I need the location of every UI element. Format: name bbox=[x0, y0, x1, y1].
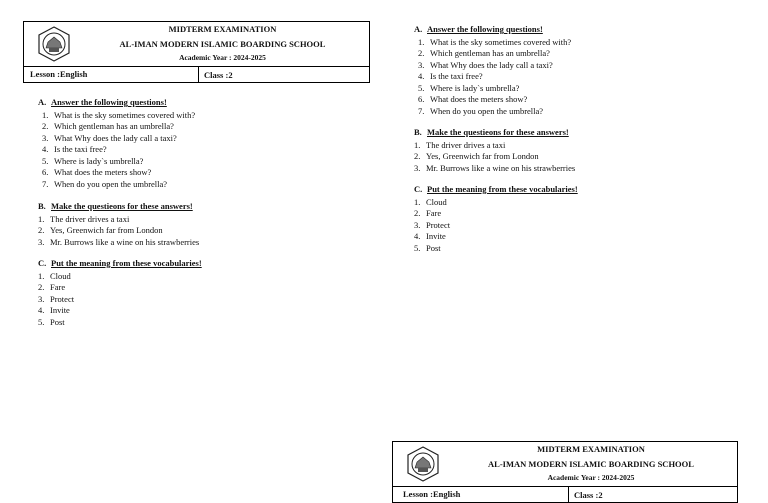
section-title: Make the questieons for these answers! bbox=[51, 201, 193, 211]
school-logo-icon bbox=[36, 26, 72, 62]
academic-year: Academic Year : 2024-2025 bbox=[179, 53, 266, 62]
list-item: 3. Mr. Burrows like a wine on his strawberries bbox=[414, 162, 576, 173]
section-letter: C. bbox=[38, 258, 47, 268]
school-name: AL-IMAN MODERN ISLAMIC BOARDING SCHOOL bbox=[119, 39, 326, 49]
list-item: 7. When do you open the umbrella? bbox=[418, 105, 544, 116]
header-info-row bbox=[393, 487, 737, 503]
list-item: 1. Cloud bbox=[38, 270, 71, 281]
list-item: 3. Mr. Burrows like a wine on his strawberries bbox=[38, 236, 200, 247]
list-item: 4. Invite bbox=[414, 231, 446, 241]
list-item: 5. Post bbox=[38, 316, 65, 327]
section-title: Put the meaning from these vocabularies! bbox=[51, 258, 202, 268]
section-b-left bbox=[38, 201, 199, 248]
header-top bbox=[393, 442, 737, 487]
list-item: 2. Which gentleman has an umbrella? bbox=[42, 121, 174, 131]
school-name: AL-IMAN MODERN ISLAMIC BOARDING SCHOOL bbox=[488, 459, 694, 469]
list-item: 5. Post bbox=[414, 242, 441, 253]
lesson-label: Lesson :English bbox=[30, 69, 88, 79]
list-item: 1. The driver drives a taxi bbox=[414, 139, 506, 150]
class-label: Class :2 bbox=[568, 487, 603, 503]
list-item: 3. Protect bbox=[414, 219, 451, 230]
section-b-right bbox=[414, 127, 575, 174]
exam-title: MIDTERM EXAMINATION bbox=[537, 444, 645, 454]
header-info-row bbox=[24, 67, 369, 83]
list-item: 3. Protect bbox=[38, 293, 75, 304]
section-letter: B. bbox=[414, 127, 422, 137]
section-title: Put the meaning from these vocabularies! bbox=[427, 184, 578, 194]
list-item: 1. The driver drives a taxi bbox=[38, 213, 130, 224]
vocabulary-list bbox=[414, 197, 578, 255]
lesson-label: Lesson :English bbox=[403, 489, 461, 499]
section-title: Make the questieons for these answers! bbox=[427, 127, 569, 137]
school-logo-icon bbox=[405, 446, 441, 482]
answer-list bbox=[414, 140, 575, 175]
section-title: Answer the following questions! bbox=[427, 24, 543, 34]
list-item: 4. Is the taxi free? bbox=[42, 144, 107, 154]
header-top bbox=[24, 22, 369, 67]
exam-header-left bbox=[23, 21, 370, 83]
list-item: 2. Yes, Greenwich far from London bbox=[38, 225, 163, 235]
exam-header-right bbox=[392, 441, 738, 503]
list-item: 2. Yes, Greenwich far from London bbox=[414, 151, 539, 161]
vocabulary-list bbox=[38, 271, 202, 329]
list-item: 1. What is the sky sometimes covered with? bbox=[418, 36, 572, 47]
answer-list bbox=[38, 214, 199, 249]
list-item: 2. Fare bbox=[38, 282, 66, 292]
list-item: 6. What does the meters show? bbox=[418, 94, 528, 104]
section-letter: C. bbox=[414, 184, 423, 194]
section-c-right bbox=[414, 184, 578, 254]
exam-title: MIDTERM EXAMINATION bbox=[168, 24, 277, 34]
question-list bbox=[38, 110, 195, 191]
list-item: 5. Where is lady`s umbrella? bbox=[42, 155, 144, 166]
list-item: 6. What does the meters show? bbox=[42, 167, 152, 177]
list-item: 4. Is the taxi free? bbox=[418, 71, 483, 81]
list-item: 5. Where is lady`s umbrella? bbox=[418, 82, 520, 93]
list-item: 1. What is the sky sometimes covered with? bbox=[42, 109, 196, 120]
list-item: 2. Which gentleman has an umbrella? bbox=[418, 48, 550, 58]
question-list bbox=[414, 37, 571, 118]
list-item: 2. Fare bbox=[414, 208, 442, 218]
class-label: Class :2 bbox=[198, 67, 233, 83]
list-item: 3. What Why does the lady call a taxi? bbox=[42, 132, 177, 143]
section-c-left bbox=[38, 258, 202, 328]
section-letter: B. bbox=[38, 201, 46, 211]
list-item: 4. Invite bbox=[38, 305, 70, 315]
section-a-right bbox=[414, 24, 571, 117]
section-title: Answer the following questions! bbox=[51, 97, 167, 107]
list-item: 1. Cloud bbox=[414, 196, 447, 207]
section-letter: A. bbox=[38, 97, 47, 107]
academic-year: Academic Year : 2024-2025 bbox=[547, 473, 635, 482]
list-item: 7. When do you open the umbrella? bbox=[42, 178, 168, 189]
section-a-left bbox=[38, 97, 195, 190]
section-letter: A. bbox=[414, 24, 423, 34]
list-item: 3. What Why does the lady call a taxi? bbox=[418, 59, 553, 70]
